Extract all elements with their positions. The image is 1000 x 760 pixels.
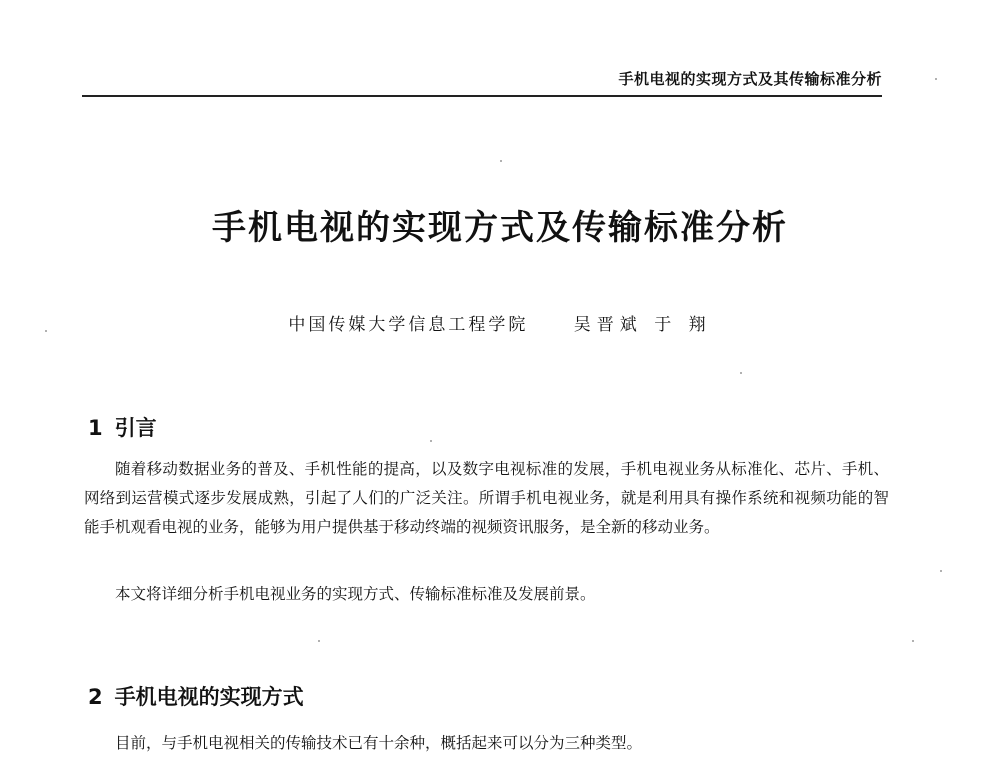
author-affiliation: 中国传媒大学信息工程学院 bbox=[288, 315, 529, 335]
scan-speck bbox=[912, 640, 914, 642]
scan-speck bbox=[318, 640, 320, 642]
section-number: 1 bbox=[88, 416, 103, 440]
scan-speck bbox=[45, 330, 47, 332]
author-line bbox=[0, 310, 1000, 335]
section-title: 引言 bbox=[114, 416, 157, 440]
scan-speck bbox=[935, 78, 937, 80]
section-heading-introduction bbox=[88, 412, 157, 442]
paper-title: 手机电视的实现方式及传输标准分析 bbox=[212, 208, 788, 248]
scan-speck bbox=[430, 440, 432, 442]
scan-speck bbox=[940, 570, 942, 572]
body-paragraph: 本文将详细分析手机电视业务的实现方式、传输标准标准及发展前景。 bbox=[115, 585, 596, 603]
body-paragraph: 随着移动数据业务的普及、手机性能的提高，以及数字电视标准的发展，手机电视业务从标准化、芯片、手机、网络到运营模式逐步发展成熟，引起了人们的广泛关注。所谓手机电视业务，就是利用具有操作系统和视频功能的智能手机观看电视的业务，能够为用户提供基于移动终端的视频资讯服务，是全新的移动业务。 bbox=[84, 460, 889, 536]
scan-speck bbox=[500, 160, 502, 162]
header-rule bbox=[82, 95, 882, 97]
body-paragraph: 目前，与手机电视相关的传输技术已有十余种，概括起来可以分为三种类型。 bbox=[115, 734, 643, 752]
section-heading-implementation bbox=[88, 681, 304, 711]
author-names: 吴晋斌 于 翔 bbox=[573, 315, 712, 335]
scan-speck bbox=[740, 372, 742, 374]
section-title: 手机电视的实现方式 bbox=[114, 685, 304, 709]
section-number: 2 bbox=[88, 685, 103, 709]
running-header: 手机电视的实现方式及其传输标准分析 bbox=[618, 70, 882, 88]
